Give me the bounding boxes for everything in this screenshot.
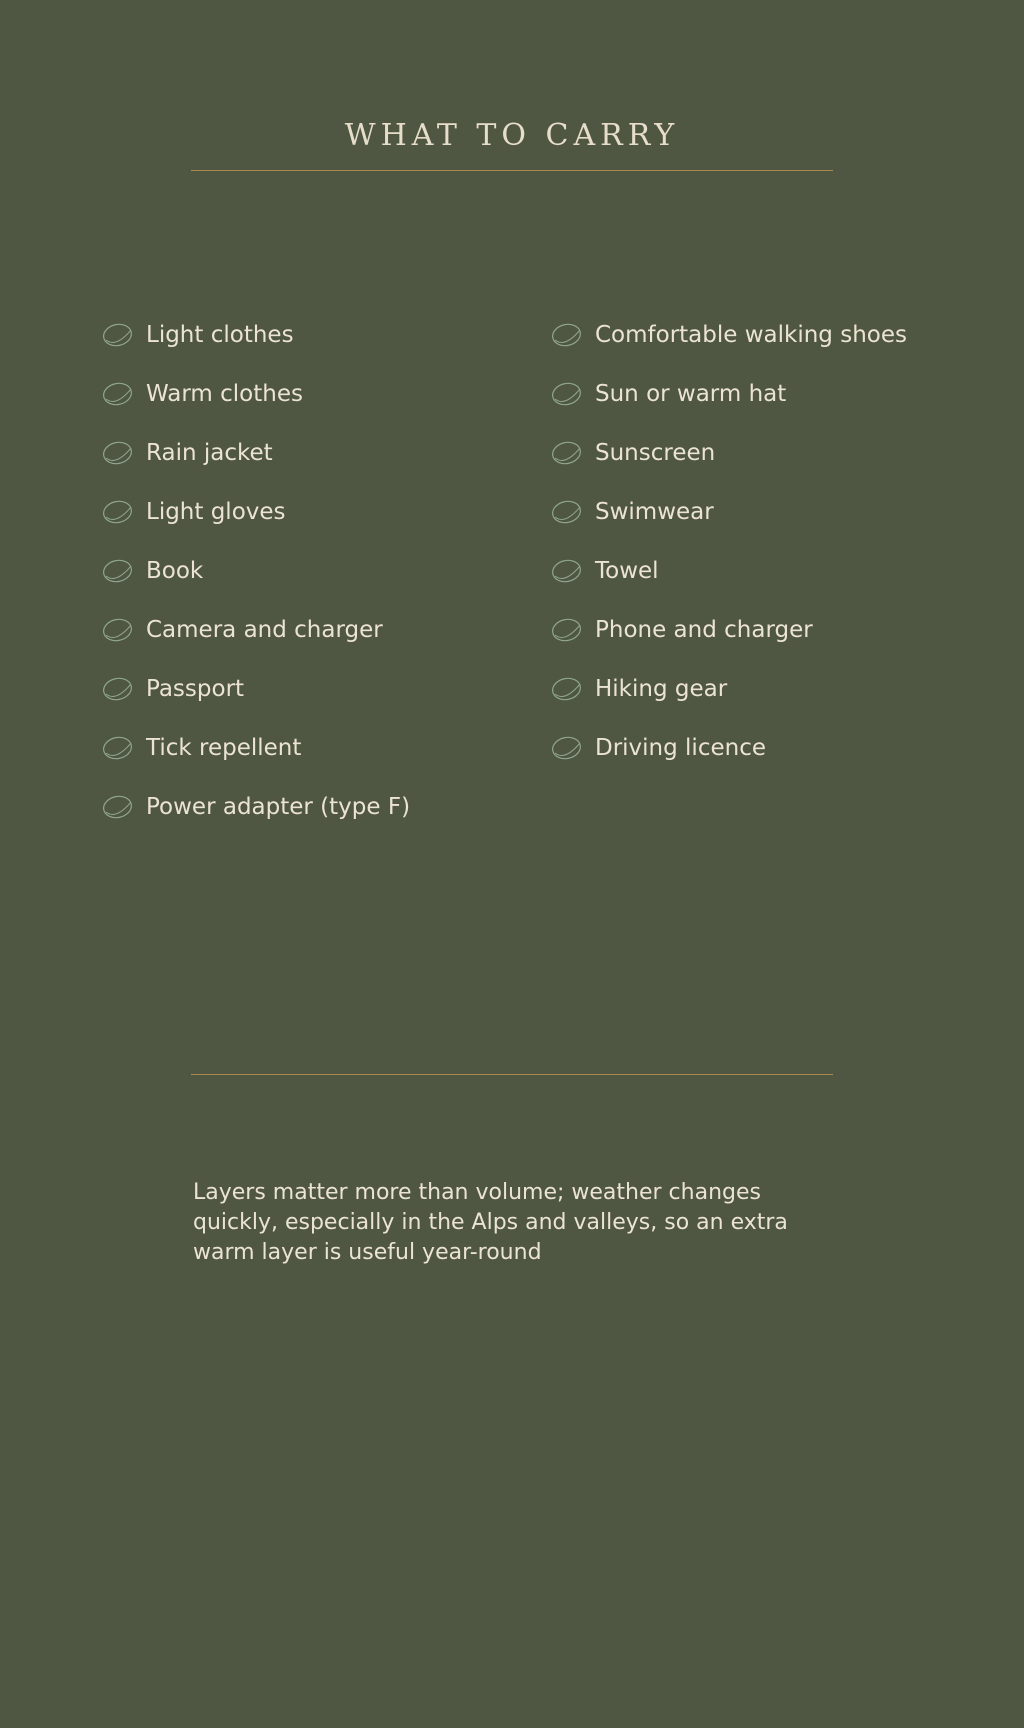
- checklist-item[interactable]: [551, 600, 907, 659]
- checklist-item-label: Comfortable walking shoes: [595, 321, 907, 348]
- packing-note: Layers matter more than volume; weather changes quickly, especially in the Alps and valleys, so an extra warm layer is useful year-round: [193, 1180, 788, 1265]
- checklist-item[interactable]: [102, 600, 410, 659]
- checklist-item-label: Hiking gear: [595, 675, 728, 702]
- checkbox-circle-icon[interactable]: [102, 381, 134, 407]
- checklist-item-label: Tick repellent: [146, 734, 302, 761]
- checkbox-circle-icon[interactable]: [102, 676, 134, 702]
- checkbox-circle-icon[interactable]: [551, 499, 583, 525]
- checklist-item[interactable]: [102, 718, 410, 777]
- checkbox-circle-icon[interactable]: [551, 617, 583, 643]
- checklist-item-label: Camera and charger: [146, 616, 383, 643]
- checklist-item-label: Driving licence: [595, 734, 766, 761]
- checkbox-circle-icon[interactable]: [102, 735, 134, 761]
- top-divider: [191, 170, 833, 171]
- checklist-item[interactable]: [551, 423, 907, 482]
- checkbox-circle-icon[interactable]: [551, 558, 583, 584]
- checklist-item[interactable]: [102, 364, 410, 423]
- bottom-divider: [191, 1074, 833, 1075]
- checklist-item[interactable]: [551, 718, 907, 777]
- checkbox-circle-icon[interactable]: [551, 735, 583, 761]
- checklist-left-column: [102, 305, 410, 836]
- checklist-item-label: Sun or warm hat: [595, 380, 787, 407]
- checklist-item[interactable]: [551, 482, 907, 541]
- checklist-item-label: Light clothes: [146, 321, 294, 348]
- checklist-item[interactable]: [551, 364, 907, 423]
- page-title: WHAT TO CARRY: [344, 118, 680, 154]
- checklist-item-label: Power adapter (type F): [146, 793, 411, 820]
- checkbox-circle-icon[interactable]: [551, 676, 583, 702]
- checklist-item-label: Rain jacket: [146, 439, 273, 466]
- checkbox-circle-icon[interactable]: [102, 499, 134, 525]
- checkbox-circle-icon[interactable]: [102, 558, 134, 584]
- checklist-item[interactable]: [102, 305, 410, 364]
- checklist-item[interactable]: [102, 423, 410, 482]
- checkbox-circle-icon[interactable]: [102, 322, 134, 348]
- checklist-item-label: Warm clothes: [146, 380, 303, 407]
- checklist-item[interactable]: [551, 659, 907, 718]
- checklist-right-column: [551, 305, 907, 777]
- checkbox-circle-icon[interactable]: [102, 617, 134, 643]
- checkbox-circle-icon[interactable]: [551, 440, 583, 466]
- checklist-item-label: Sunscreen: [595, 439, 716, 466]
- checklist-item-label: Phone and charger: [595, 616, 813, 643]
- checklist-item[interactable]: [551, 541, 907, 600]
- checklist-item[interactable]: [102, 541, 410, 600]
- checkbox-circle-icon[interactable]: [551, 381, 583, 407]
- checklist-item-label: Swimwear: [595, 498, 714, 525]
- checklist-item[interactable]: [102, 482, 410, 541]
- checklist-item-label: Light gloves: [146, 498, 286, 525]
- checklist-item-label: Passport: [146, 675, 245, 702]
- checklist-item-label: Towel: [595, 557, 659, 584]
- checkbox-circle-icon[interactable]: [102, 440, 134, 466]
- checklist-item[interactable]: [102, 777, 410, 836]
- checkbox-circle-icon[interactable]: [102, 794, 134, 820]
- checklist-item-label: Book: [146, 557, 204, 584]
- checklist-item[interactable]: [102, 659, 410, 718]
- checklist-item[interactable]: [551, 305, 907, 364]
- checkbox-circle-icon[interactable]: [551, 322, 583, 348]
